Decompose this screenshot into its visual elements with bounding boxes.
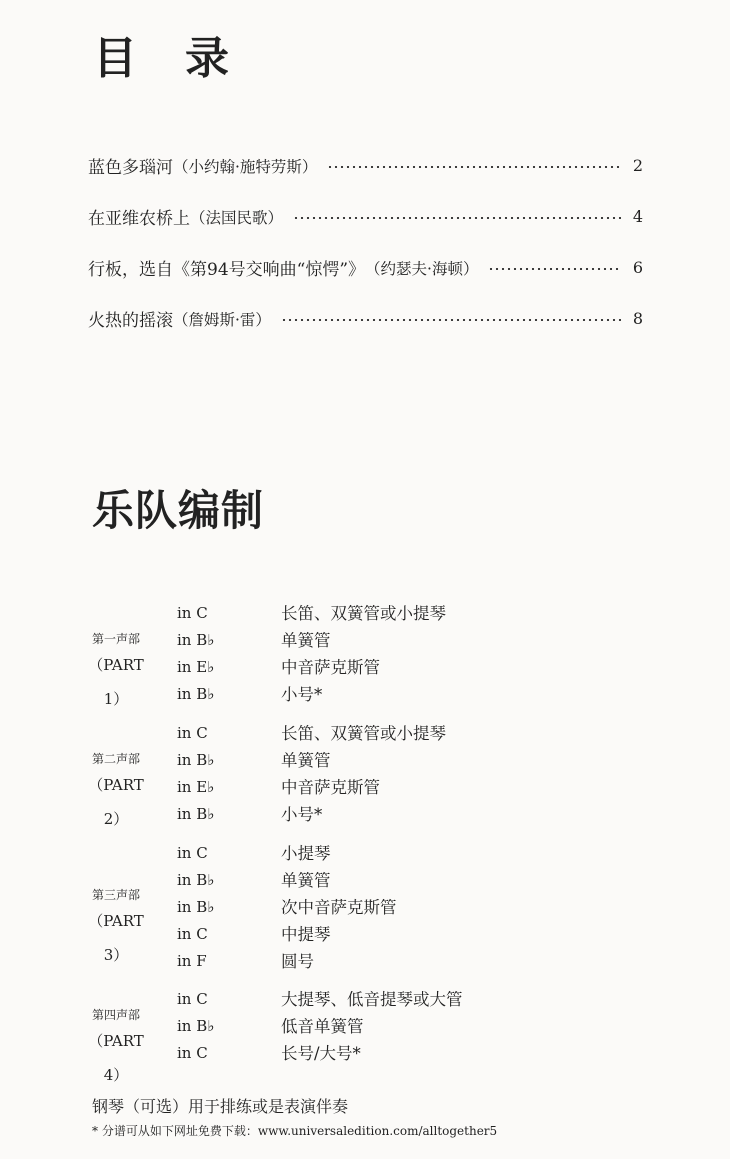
instrument-key: in B♭ bbox=[177, 631, 215, 649]
instrument-row bbox=[0, 654, 730, 681]
part-label-en: （PART 1） bbox=[88, 656, 144, 708]
toc-entry-author: （詹姆斯·雷） bbox=[173, 310, 271, 329]
toc-entry-title: 火热的摇滚 bbox=[88, 311, 173, 331]
instrument-row bbox=[0, 600, 730, 627]
contents-title: 目 录 bbox=[93, 33, 231, 84]
instrument-name: 中音萨克斯管 bbox=[281, 658, 380, 677]
instrument-name: 大提琴、低音提琴或大管 bbox=[281, 990, 463, 1009]
instrument-key: in B♭ bbox=[177, 685, 215, 703]
download-note: * 分谱可从如下网址免费下载：www.universaledition.com/alltogether5 bbox=[92, 1124, 498, 1138]
instrument-row bbox=[0, 921, 730, 948]
instrument-row bbox=[0, 894, 730, 921]
instrument-name: 长笛、双簧管或小提琴 bbox=[281, 724, 446, 743]
instrument-row bbox=[0, 1040, 730, 1067]
leader-dots bbox=[281, 319, 621, 321]
instrument-key: in C bbox=[177, 925, 208, 943]
leader-dots bbox=[488, 268, 621, 270]
toc-entry[interactable] bbox=[88, 293, 643, 344]
instrument-name: 单簧管 bbox=[281, 631, 331, 650]
toc-entry-page: 2 bbox=[632, 156, 643, 175]
part-label-cn: 第四声部 bbox=[91, 1008, 140, 1022]
leader-dots bbox=[293, 217, 621, 219]
table-of-contents bbox=[88, 140, 643, 344]
toc-entry-page: 8 bbox=[632, 309, 643, 328]
instrument-name: 单簧管 bbox=[281, 871, 331, 890]
piano-note: 钢琴（可选）用于排练或是表演伴奏 bbox=[92, 1097, 349, 1116]
toc-entry-title: 蓝色多瑙河 bbox=[88, 158, 173, 178]
instrument-row bbox=[0, 948, 730, 975]
toc-entry[interactable] bbox=[88, 191, 643, 242]
part-label-en: （PART 2） bbox=[88, 776, 144, 828]
instrument-row bbox=[0, 681, 730, 708]
instrument-key: in B♭ bbox=[177, 871, 215, 889]
instrument-row bbox=[0, 867, 730, 894]
instrument-row bbox=[0, 627, 730, 654]
part-label-cn: 第二声部 bbox=[91, 752, 140, 766]
toc-entry[interactable] bbox=[88, 242, 643, 293]
instrument-name: 小提琴 bbox=[281, 844, 331, 863]
toc-entry-title: 在亚维农桥上 bbox=[88, 209, 190, 229]
instrument-name: 中提琴 bbox=[281, 925, 331, 944]
toc-entry-author: （法国民歌） bbox=[190, 208, 284, 227]
instrument-key: in B♭ bbox=[177, 898, 215, 916]
instrument-key: in E♭ bbox=[177, 658, 215, 676]
toc-entry[interactable] bbox=[88, 140, 643, 191]
part-label-en: （PART 4） bbox=[88, 1032, 144, 1084]
instrument-row bbox=[0, 774, 730, 801]
instrument-name: 低音单簧管 bbox=[281, 1017, 364, 1036]
part-label-en: （PART 3） bbox=[88, 912, 144, 964]
instrument-key: in B♭ bbox=[177, 805, 215, 823]
part-label-cn: 第三声部 bbox=[91, 888, 140, 902]
instrument-name: 小号* bbox=[281, 805, 323, 824]
instrument-row bbox=[0, 747, 730, 774]
orchestration-title: 乐队编制 bbox=[92, 486, 265, 535]
instrument-name: 小号* bbox=[281, 685, 323, 704]
instrument-name: 长笛、双簧管或小提琴 bbox=[281, 604, 446, 623]
instrument-name: 次中音萨克斯管 bbox=[281, 898, 397, 917]
toc-entry-author: （约瑟夫·海顿） bbox=[365, 259, 479, 278]
instrument-key: in C bbox=[177, 1044, 208, 1062]
instrument-key: in B♭ bbox=[177, 751, 215, 769]
instrument-row bbox=[0, 840, 730, 867]
part-label-cn: 第一声部 bbox=[91, 632, 140, 646]
instrument-name: 圆号 bbox=[281, 952, 314, 971]
instrument-row bbox=[0, 720, 730, 747]
instrument-name: 长号/大号* bbox=[281, 1044, 361, 1063]
instrument-row bbox=[0, 986, 730, 1013]
toc-entry-page: 4 bbox=[632, 207, 643, 226]
toc-entry-title: 行板，选自《第94号交响曲“惊愕”》 bbox=[88, 260, 366, 280]
instrument-row bbox=[0, 1013, 730, 1040]
toc-entry-page: 6 bbox=[632, 258, 643, 277]
instrument-row bbox=[0, 801, 730, 828]
instrument-name: 单簧管 bbox=[281, 751, 331, 770]
instrument-key: in C bbox=[177, 724, 208, 742]
instrument-key: in C bbox=[177, 844, 208, 862]
instrument-name: 中音萨克斯管 bbox=[281, 778, 380, 797]
instrument-key: in B♭ bbox=[177, 1017, 215, 1035]
toc-entry-author: （小约翰·施特劳斯） bbox=[173, 157, 318, 176]
instrument-key: in E♭ bbox=[177, 778, 215, 796]
leader-dots bbox=[327, 166, 621, 168]
instrument-key: in F bbox=[177, 952, 207, 970]
instrument-key: in C bbox=[177, 990, 208, 1008]
instrument-key: in C bbox=[177, 604, 208, 622]
